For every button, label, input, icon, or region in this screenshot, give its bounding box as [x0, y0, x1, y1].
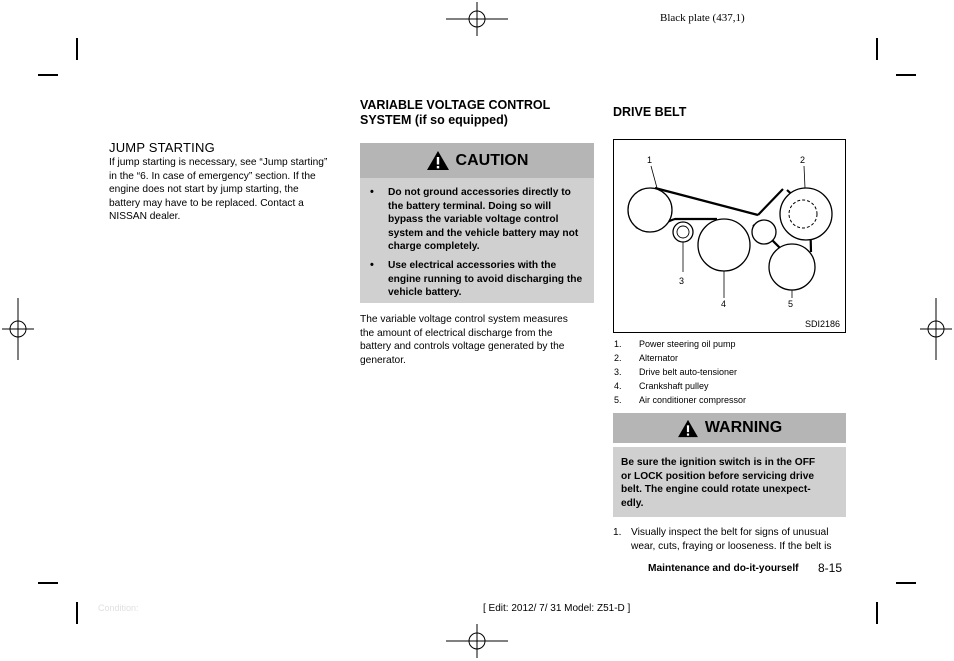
edit-info: [ Edit: 2012/ 7/ 31 Model: Z51-D ] [483, 603, 631, 614]
diagram-label-2: 2 [800, 155, 806, 165]
variable-voltage-heading [360, 98, 550, 128]
text-line: generator. [360, 354, 406, 366]
diagram-label-5: 5 [788, 299, 794, 309]
ac-compressor-pulley [769, 244, 815, 290]
inspection-step [613, 526, 846, 554]
step-number: 1. [613, 527, 622, 538]
text-line: battery may have to be replaced. Contact a [109, 197, 304, 209]
diagram-label-4: 4 [721, 299, 727, 309]
jump-starting-heading: JUMP STARTING [109, 140, 215, 155]
text-line: NISSAN dealer. [109, 211, 181, 223]
legend-item: 4. Crankshaft pulley [614, 381, 709, 391]
warning-line: or LOCK position before servicing drive [621, 470, 815, 482]
crankshaft-pulley [698, 219, 750, 271]
warning-line: belt. The engine could rotate unexpect- [621, 484, 811, 496]
caution-body [360, 178, 594, 303]
warning-title: WARNING [704, 419, 783, 436]
step-line: Visually inspect the belt for signs of unusual [631, 527, 829, 538]
registration-mark-right [920, 298, 952, 360]
text-line: in the “6. In case of emergency” section. If the [109, 170, 316, 182]
alternator-pulley [780, 188, 832, 240]
page-number: 8-15 [818, 561, 843, 575]
warning-header [613, 413, 846, 443]
heading-line: SYSTEM (if so equipped) [360, 113, 508, 127]
drive-belt-heading: DRIVE BELT [613, 105, 687, 119]
power-steering-pump-pulley [628, 188, 672, 232]
registration-mark-left [2, 298, 34, 360]
drive-belt-diagram [613, 139, 846, 333]
legend-item: 2. Alternator [614, 353, 679, 363]
figure-id: SDI2186 [805, 319, 841, 329]
warning-triangle-icon [426, 150, 450, 171]
caution-title: CAUTION [455, 151, 529, 169]
tensioner-pulley [673, 222, 693, 242]
text-line: engine does not start by jump starting, the [109, 184, 299, 196]
condition-label: Condition: [98, 603, 139, 613]
text-line: battery and controls voltage generated by the [360, 341, 565, 353]
text-line: the amount of electrical discharge from the [360, 327, 553, 339]
caution-header [360, 143, 594, 178]
diagram-label-3: 3 [679, 276, 685, 286]
idler-pulley [752, 220, 776, 244]
diagram-label-1: 1 [647, 155, 653, 165]
registration-mark-bottom [446, 624, 508, 658]
warning-line: Be sure the ignition switch is in the OFF [621, 457, 816, 468]
legend-item: 3. Drive belt auto-tensioner [614, 367, 738, 377]
section-title: Maintenance and do-it-yourself [648, 563, 799, 574]
registration-mark-top [446, 2, 508, 36]
caution-item: • Do not ground accessories directly to the battery terminal. Doing so will bypass the variable voltage control system and the vehicle battery may not charge completely. [368, 186, 586, 254]
warning-line: edly. [621, 497, 644, 509]
text-line: The variable voltage control system measures [360, 314, 568, 325]
step-line: wear, cuts, fraying or looseness. If the belt is [631, 541, 832, 552]
plate-label: Black plate (437,1) [660, 12, 745, 24]
warning-triangle-icon [677, 419, 699, 438]
jump-starting-text [109, 156, 341, 224]
text-line: If jump starting is necessary, see “Jump starting” [109, 157, 328, 168]
caution-item: • Use electrical accessories with the engine running to avoid discharging the vehicle battery. [368, 259, 586, 300]
variable-voltage-text [360, 313, 593, 367]
legend-item: 1. Power steering oil pump [614, 339, 736, 349]
legend-item: 5. Air conditioner compressor [614, 395, 747, 405]
warning-body [613, 447, 846, 517]
heading-line: VARIABLE VOLTAGE CONTROL [360, 98, 551, 112]
